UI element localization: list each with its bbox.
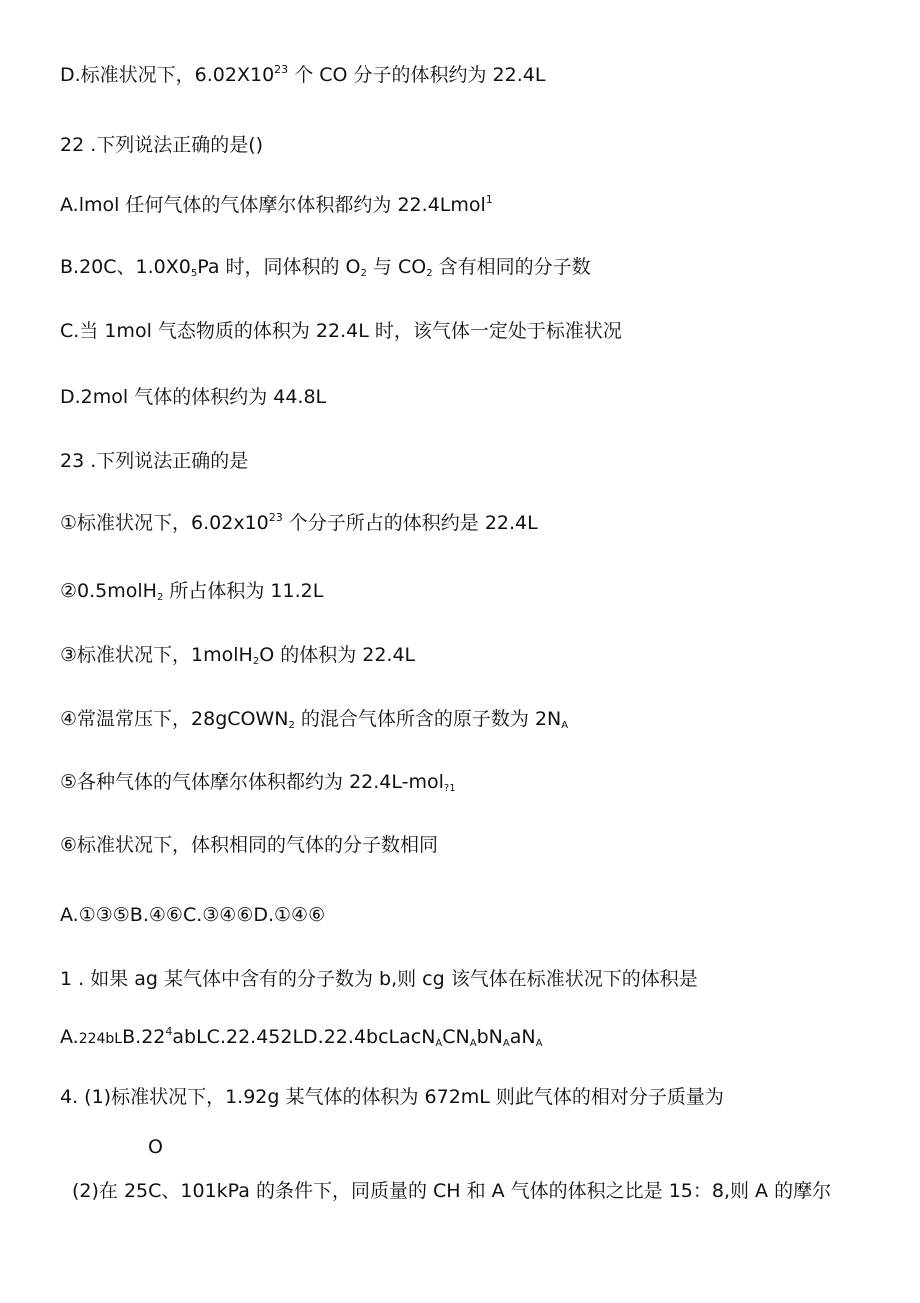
text-fragment: 2 <box>426 268 433 279</box>
question-1-choices <box>60 1024 542 1052</box>
text-fragment: Pa 时，同体积的 O <box>197 256 361 278</box>
text-fragment: ?1 <box>443 783 456 794</box>
text-fragment: B.22 <box>122 1026 166 1048</box>
text-fragment: A. <box>60 1026 79 1048</box>
text-fragment: 4. (1)标准状况下，1.92g 某气体的体积为 672mL 则此气体的相对分子质量为 <box>60 1086 724 1108</box>
text-fragment: 1 <box>485 193 493 206</box>
text-fragment: 23 <box>268 511 283 524</box>
text-fragment: O <box>148 1136 163 1158</box>
text-fragment: ⑤各种气体的气体摩尔体积都约为 22.4L-mol <box>60 771 444 793</box>
text-fragment: C.当 1mol 气态物质的体积为 22.4L 时，该气体一定处于标准状况 <box>60 320 622 342</box>
text-fragment: O 的体积为 22.4L <box>259 644 416 666</box>
text-fragment: ⑥标准状况下，体积相同的气体的分子数相同 <box>60 834 439 856</box>
text-fragment: A <box>535 1038 543 1049</box>
q22-option-b <box>60 254 591 280</box>
q23-statement-5 <box>60 769 456 795</box>
question-4-part-1 <box>60 1084 724 1110</box>
text-fragment: ①标准状况下，6.02x10 <box>60 512 269 534</box>
text-fragment: 个 CO 分子的体积约为 22.4L <box>288 64 546 86</box>
text-fragment: 2 <box>156 592 164 603</box>
question-1-stem <box>60 966 698 992</box>
question-4-part-1-answer <box>148 1134 163 1160</box>
text-fragment: 2 <box>252 656 260 667</box>
text-fragment: bN <box>476 1026 503 1048</box>
text-fragment: 224bL <box>78 1031 123 1047</box>
q23-statement-3 <box>60 642 415 668</box>
q22-option-c <box>60 318 622 344</box>
text-fragment: 23 <box>274 63 289 76</box>
text-fragment: 22 .下列说法正确的是() <box>60 134 264 156</box>
text-fragment: 2 <box>360 268 367 279</box>
text-fragment: 个分子所占的体积约是 22.4L <box>282 512 538 534</box>
q23-statement-6 <box>60 832 438 858</box>
question-4-part-2 <box>72 1178 831 1204</box>
text-fragment: 与 CO <box>366 256 427 278</box>
text-fragment: A <box>561 720 569 731</box>
text-fragment: 1 . 如果 ag 某气体中含有的分子数为 b,则 cg 该气体在标准状况下的体积是 <box>60 968 698 990</box>
question-22-stem <box>60 132 263 158</box>
text-fragment: ④常温常压下，28gCOWN <box>60 708 289 730</box>
text-fragment: 5 <box>190 268 198 279</box>
question-23-stem <box>60 448 248 474</box>
q23-statement-2 <box>60 578 323 604</box>
text-fragment: ②0.5molH <box>60 580 157 602</box>
text-fragment: ③标准状况下，1molH <box>60 644 253 666</box>
text-fragment: A.lmol 任何气体的气体摩尔体积都约为 22.4Lmol <box>60 194 486 216</box>
option-d-co-volume <box>60 62 545 88</box>
q23-statement-4 <box>60 706 568 732</box>
text-fragment: 的混合气体所含的原子数为 2N <box>294 708 562 730</box>
text-fragment: 23 .下列说法正确的是 <box>60 450 249 472</box>
text-fragment: D.标准状况下，6.02X10 <box>60 64 275 86</box>
q22-option-d <box>60 384 326 410</box>
q23-choices <box>60 902 325 928</box>
text-fragment: B.20C、1.0X0 <box>60 256 191 278</box>
text-fragment: 所占体积为 11.2L <box>163 580 324 602</box>
text-fragment: aN <box>509 1026 536 1048</box>
text-fragment: 4 <box>165 1025 173 1038</box>
text-fragment: A <box>502 1038 510 1049</box>
text-fragment: 含有相同的分子数 <box>432 256 591 278</box>
text-fragment: A <box>435 1038 443 1049</box>
q23-statement-1 <box>60 510 538 536</box>
text-fragment: D.2mol 气体的体积约为 44.8L <box>60 386 327 408</box>
text-fragment: CN <box>442 1026 470 1048</box>
text-fragment: A.①③⑤B.④⑥C.③④⑥D.①④⑥ <box>60 904 326 926</box>
text-fragment: (2)在 25C、101kPa 的条件下，同质量的 CH 和 A 气体的体积之比是 15：8,则 A 的摩尔 <box>72 1180 832 1202</box>
text-fragment: abLC.22.452LD.22.4bcLacN <box>172 1026 436 1048</box>
q22-option-a <box>60 192 493 218</box>
text-fragment: A <box>469 1038 477 1049</box>
text-fragment: 2 <box>288 720 295 731</box>
